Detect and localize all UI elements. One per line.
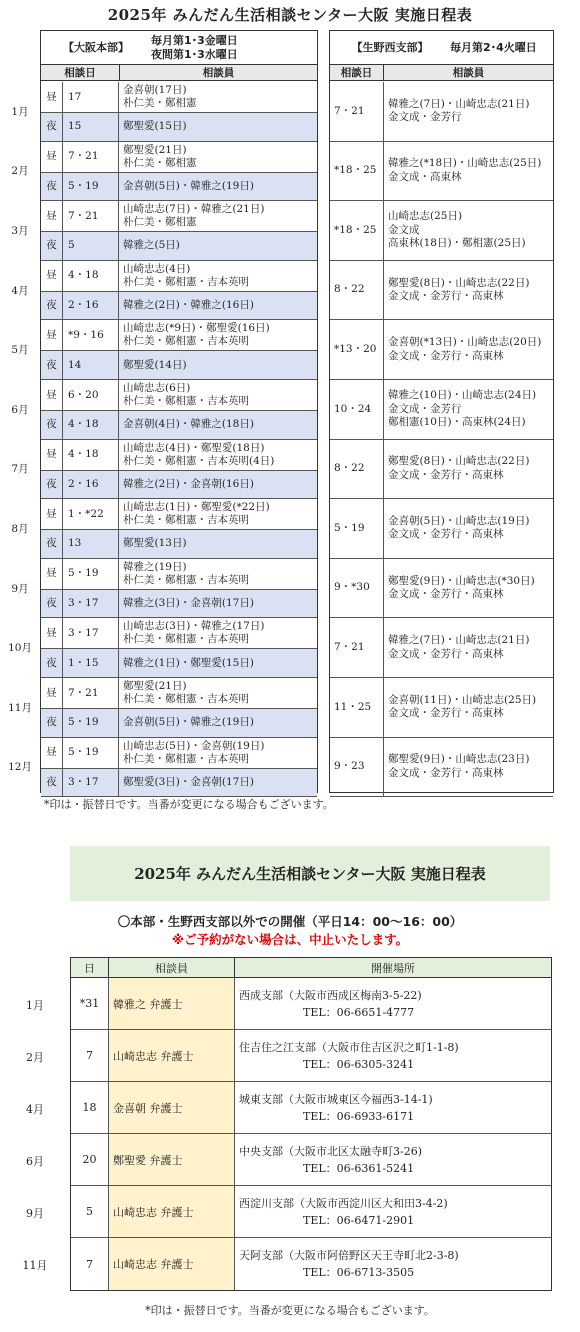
session-staff: 鄭聖愛(21日) 朴仁美・鄭相憲 [123, 143, 197, 169]
session-kind: 夜 [41, 173, 63, 201]
section2-warning: ※ご予約がない場合は、中止いたします。 [171, 932, 409, 947]
outreach-place-cell [235, 1134, 551, 1185]
ikuno-staff: 韓雅之(7日)・山崎忠志(21日) 金文成・金芳行 [388, 97, 530, 124]
session-staff: 韓雅之(5日) [123, 239, 180, 252]
session-staff: 金喜朝(5日)・韓雅之(19日) [123, 716, 254, 729]
ikuno-month-row [330, 261, 553, 321]
month-label: 3月 [11, 225, 29, 237]
ikuno-staff: 鄭聖愛(8日)・山崎忠志(22日) 金文成・金芳行・高東林 [388, 455, 530, 481]
footnote-top: *印は・振替日です。当番が変更になる場合もございます。 [44, 798, 334, 811]
session-dates: 7・21 [63, 678, 119, 708]
session-dates: *9・16 [63, 320, 119, 350]
session-kind: 昼 [41, 618, 63, 648]
outreach-tel: TEL：06-6471-2901 [303, 1213, 415, 1227]
ikuno-schedule: 毎月第2･4火曜日 [450, 40, 537, 54]
outreach-place: 西淀川支部（大阪市西淀川区大和田3-4-2) [239, 1196, 448, 1210]
ikuno-dates: 9・23 [330, 738, 384, 797]
outreach-row [71, 1082, 551, 1134]
session-staff: 韓雅之(2日)・金喜朝(16日) [123, 477, 254, 490]
session-staff: 山崎忠志(6日) 朴仁美・鄭相憲・吉本英明 [123, 382, 249, 407]
osaka-col-date: 相談日 [41, 65, 120, 80]
osaka-day-row [41, 440, 317, 471]
outreach-place-cell [235, 978, 551, 1029]
ikuno-dates: 8・22 [330, 261, 384, 320]
ikuno-month-row [330, 380, 553, 440]
session-kind: 昼 [41, 380, 63, 410]
ikuno-column-header [330, 65, 553, 81]
osaka-header [41, 31, 317, 65]
ikuno-schedule-table [329, 30, 554, 793]
month-label: 4月 [11, 284, 29, 297]
osaka-schedule-table [40, 30, 318, 793]
osaka-day-row [41, 678, 317, 709]
osaka-day-row [41, 142, 317, 173]
osaka-night-row [41, 113, 317, 142]
ikuno-month-row [330, 320, 553, 380]
ikuno-staff: 韓雅之(*18日)・山崎忠志(25日) 金文成・高東林 [388, 157, 542, 183]
session-kind: 昼 [41, 440, 63, 470]
osaka-day-row [41, 82, 317, 113]
session-kind: 昼 [41, 559, 63, 589]
session-dates: 5・19 [63, 559, 119, 589]
outreach-col-day: 日 [71, 958, 109, 977]
outreach-day: 20 [71, 1134, 109, 1185]
session-dates: 7・21 [63, 142, 119, 172]
ikuno-dates: 5・19 [330, 499, 384, 558]
ikuno-staff: 韓雅之(10日)・山崎忠志(24日) 金文成・金芳行 鄭相憲(10日)・高東林(24日) [388, 389, 537, 429]
ikuno-month-row [330, 678, 553, 738]
session-staff: 山崎忠志(*9日)・鄭聖愛(16日) 朴仁美・鄭相憲・吉本英明 [123, 322, 270, 348]
month-label: 2月 [11, 165, 29, 178]
session-kind: 夜 [41, 232, 63, 260]
osaka-night-row [41, 709, 317, 738]
outreach-staff: 山崎忠志 弁護士 [109, 1030, 235, 1081]
session-staff: 鄭聖愛(14日) [123, 358, 187, 371]
outreach-month-label: 9月 [26, 1207, 44, 1220]
osaka-night-row [41, 232, 317, 261]
ikuno-month-row [330, 618, 553, 678]
session-kind: 昼 [41, 201, 63, 231]
osaka-night-row [41, 769, 317, 798]
section2-subtitle: 〇本部・生野西支部以外での開催（平日14：00～16：00） [117, 914, 463, 929]
outreach-row [71, 1030, 551, 1082]
osaka-night-row [41, 471, 317, 500]
ikuno-month-row [330, 142, 553, 202]
outreach-day: 7 [71, 1030, 109, 1081]
session-dates: 14 [63, 351, 119, 379]
outreach-staff: 韓雅之 弁護士 [109, 978, 235, 1029]
ikuno-staff: 山崎忠志(25日) 金文成 高東林(18日)・鄭相憲(25日) [388, 210, 526, 250]
session-dates: 5・19 [63, 709, 119, 737]
ikuno-dates: 7・21 [330, 82, 384, 141]
session-dates: 15 [63, 113, 119, 141]
session-dates: 2・16 [63, 292, 119, 320]
outreach-col-staff: 相談員 [109, 958, 235, 977]
session-staff: 鄭聖愛(21日) 朴仁美・鄭相憲・吉本英明 [123, 680, 249, 705]
footnote-bottom: *印は・振替日です。当番が変更になる場合もございます。 [145, 1304, 435, 1317]
outreach-table-header [71, 958, 551, 978]
month-label: 7月 [11, 463, 29, 476]
section2-title-banner [70, 846, 550, 901]
osaka-night-row [41, 292, 317, 321]
outreach-place-cell [235, 1030, 551, 1081]
ikuno-branch-name: 【生野西支部】 [351, 40, 429, 54]
ikuno-col-staff: 相談員 [452, 67, 485, 79]
outreach-row [71, 1186, 551, 1238]
session-dates: 4・18 [63, 411, 119, 439]
ikuno-month-row [330, 82, 553, 142]
ikuno-month-row [330, 738, 553, 798]
outreach-table [70, 957, 552, 1291]
osaka-day-row [41, 201, 317, 232]
ikuno-dates: *18・25 [330, 201, 384, 260]
month-label: 11月 [8, 701, 32, 714]
session-kind: 昼 [41, 499, 63, 529]
ikuno-month-row [330, 440, 553, 500]
ikuno-staff: 鄭聖愛(8日)・山崎忠志(22日) 金文成・金芳行・高東林 [388, 276, 530, 303]
session-staff: 金喜朝(17日) 朴仁美・鄭相憲 [123, 84, 197, 109]
session-kind: 夜 [41, 411, 63, 439]
ikuno-month-row [330, 559, 553, 619]
session-dates: 13 [63, 530, 119, 558]
session-kind: 夜 [41, 530, 63, 558]
osaka-day-row [41, 738, 317, 769]
ikuno-staff: 金喜朝(11日)・山崎忠志(25日) 金文成・金芳行・高東林 [388, 693, 537, 720]
outreach-month-label: 11月 [22, 1259, 48, 1272]
outreach-place: 中央支部（大阪市北区太融寺町3-26) [239, 1144, 423, 1158]
osaka-column-header [41, 65, 317, 81]
ikuno-dates: 9・*30 [330, 559, 384, 618]
page-title: 2025年 みんだん生活相談センター大阪 実施日程表 [107, 6, 473, 24]
outreach-place-cell [235, 1186, 551, 1237]
osaka-branch-name: 【大阪本部】 [63, 40, 129, 54]
outreach-day: 7 [71, 1238, 109, 1290]
session-dates: 5 [63, 232, 119, 260]
outreach-place-cell [235, 1238, 551, 1290]
ikuno-dates: 7・21 [330, 618, 384, 677]
outreach-month-label: 1月 [26, 999, 44, 1012]
ikuno-staff: 鄭聖愛(9日)・山崎忠志(*30日) 金文成・金芳行・高東林 [388, 574, 535, 601]
session-kind: 夜 [41, 351, 63, 379]
osaka-schedule-night: 夜間第1･3水曜日 [151, 47, 238, 61]
ikuno-dates: *13・20 [330, 320, 384, 379]
session-dates: 2・16 [63, 471, 119, 499]
ikuno-staff: 鄭聖愛(9日)・山崎忠志(23日) 金文成・金芳行・高東林 [388, 753, 530, 779]
outreach-tel: TEL：06-6933-6171 [303, 1109, 415, 1123]
outreach-place-cell [235, 1082, 551, 1133]
ikuno-month-row [330, 499, 553, 559]
session-dates: 4・18 [63, 261, 119, 291]
osaka-day-row [41, 261, 317, 292]
osaka-night-row [41, 411, 317, 440]
session-staff: 山崎忠志(5日)・金喜朝(19日) 朴仁美・鄭相憲・吉本英明 [123, 739, 265, 765]
outreach-place: 城東支部（大阪市城東区今福西3-14-1) [239, 1092, 433, 1106]
outreach-month-label: 4月 [26, 1103, 44, 1116]
session-staff: 山崎忠志(4日) 朴仁美・鄭相憲・吉本英明 [123, 262, 249, 288]
session-kind: 夜 [41, 113, 63, 141]
outreach-row [71, 1238, 551, 1290]
session-staff: 山崎忠志(3日)・韓雅之(17日) 朴仁美・鄭相憲・吉本英明 [123, 620, 265, 646]
session-dates: 3・17 [63, 618, 119, 648]
outreach-place: 住吉住之江支部（大阪市住吉区沢之町1-1-8) [239, 1040, 459, 1054]
session-dates: 5・19 [63, 738, 119, 768]
session-kind: 昼 [41, 320, 63, 350]
osaka-day-row [41, 559, 317, 590]
outreach-col-place: 開催場所 [371, 961, 415, 975]
session-kind: 夜 [41, 649, 63, 677]
outreach-day: 5 [71, 1186, 109, 1237]
session-staff: 山崎忠志(4日)・鄭聖愛(18日) 朴仁美・鄭相憲・吉本英明(4日) [123, 441, 275, 467]
ikuno-dates: 11・25 [330, 678, 384, 737]
outreach-day: 18 [71, 1082, 109, 1133]
osaka-night-row [41, 530, 317, 559]
ikuno-staff: 韓雅之(7日)・山崎忠志(21日) 金文成・金芳行・高東林 [388, 634, 530, 660]
ikuno-dates: *18・25 [330, 142, 384, 201]
month-label: 10月 [8, 642, 32, 655]
osaka-night-row [41, 173, 317, 202]
session-dates: 5・19 [63, 173, 119, 201]
osaka-night-row [41, 649, 317, 678]
outreach-staff: 山崎忠志 弁護士 [109, 1186, 235, 1237]
session-kind: 昼 [41, 82, 63, 112]
session-kind: 昼 [41, 738, 63, 768]
session-kind: 夜 [41, 292, 63, 320]
session-kind: 昼 [41, 261, 63, 291]
outreach-month-label: 2月 [26, 1051, 44, 1064]
session-staff: 山崎忠志(7日)・韓雅之(21日) 朴仁美・鄭相憲 [123, 203, 265, 229]
osaka-col-staff: 相談員 [202, 67, 235, 79]
session-kind: 夜 [41, 471, 63, 499]
month-label: 1月 [11, 105, 29, 118]
outreach-staff: 鄭聖愛 弁護士 [109, 1134, 235, 1185]
outreach-row [71, 1134, 551, 1186]
session-staff: 韓雅之(3日)・金喜朝(17日) [123, 597, 254, 610]
outreach-tel: TEL：06-6361-5241 [303, 1161, 415, 1175]
osaka-night-row [41, 590, 317, 619]
session-dates: 1・*22 [63, 499, 119, 529]
osaka-day-row [41, 499, 317, 530]
ikuno-staff: 金喜朝(*13日)・山崎忠志(20日) 金文成・金芳行・高東林 [388, 336, 542, 362]
outreach-row [71, 978, 551, 1030]
session-staff: 韓雅之(1日)・鄭聖愛(15日) [123, 656, 254, 669]
session-dates: 4・18 [63, 440, 119, 470]
session-dates: 1・15 [63, 649, 119, 677]
session-staff: 韓雅之(2日)・韓雅之(16日) [123, 299, 254, 312]
outreach-tel: TEL：06-6305-3241 [303, 1057, 415, 1071]
outreach-staff: 山崎忠志 弁護士 [109, 1238, 235, 1290]
ikuno-staff: 金喜朝(5日)・山崎忠志(19日) 金文成・金芳行・高東林 [388, 514, 530, 541]
month-label: 8月 [11, 523, 29, 535]
outreach-tel: TEL：06-6651-4777 [303, 1005, 415, 1019]
ikuno-col-date: 相談日 [330, 65, 384, 80]
month-label: 6月 [11, 403, 29, 416]
outreach-place: 天阿支部（大阪市阿倍野区天王寺町北2-3-8) [239, 1249, 459, 1262]
session-staff: 金喜朝(5日)・韓雅之(19日) [123, 179, 254, 192]
month-label: 12月 [8, 761, 32, 774]
session-staff: 鄭聖愛(15日) [123, 120, 187, 133]
ikuno-dates: 10・24 [330, 380, 384, 439]
osaka-day-row [41, 380, 317, 411]
session-dates: 3・17 [63, 769, 119, 797]
session-kind: 昼 [41, 678, 63, 708]
outreach-tel: TEL：06-6713-3505 [303, 1266, 415, 1279]
session-staff: 鄭聖愛(3日)・金喜朝(17日) [123, 775, 254, 788]
ikuno-dates: 8・22 [330, 440, 384, 499]
month-label: 5月 [11, 344, 29, 357]
osaka-day-row [41, 618, 317, 649]
session-dates: 17 [63, 82, 119, 112]
outreach-month-label: 6月 [26, 1155, 44, 1168]
session-staff: 韓雅之(19日) 朴仁美・鄭相憲・吉本英明 [123, 560, 249, 586]
session-dates: 6・20 [63, 380, 119, 410]
session-dates: 3・17 [63, 590, 119, 618]
session-kind: 昼 [41, 142, 63, 172]
session-staff: 鄭聖愛(13日) [123, 537, 187, 550]
session-kind: 夜 [41, 590, 63, 618]
ikuno-month-row [330, 201, 553, 261]
session-kind: 夜 [41, 769, 63, 797]
outreach-place: 西成支部（大阪市西成区梅南3-5-22) [239, 988, 422, 1002]
section2-title: 2025年 みんだん生活相談センター大阪 実施日程表 [134, 865, 486, 883]
osaka-day-row [41, 320, 317, 351]
session-dates: 7・21 [63, 201, 119, 231]
session-kind: 夜 [41, 709, 63, 737]
outreach-day: *31 [71, 978, 109, 1029]
ikuno-header [330, 31, 553, 65]
outreach-staff: 金喜朝 弁護士 [109, 1082, 235, 1133]
month-label: 9月 [11, 582, 29, 595]
osaka-night-row [41, 351, 317, 380]
session-staff: 金喜朝(4日)・韓雅之(18日) [123, 418, 254, 431]
session-staff: 山崎忠志(1日)・鄭聖愛(*22日) 朴仁美・鄭相憲・吉本英明 [123, 501, 270, 527]
osaka-schedule-day: 毎月第1･3金曜日 [151, 33, 238, 47]
outreach-rows [71, 978, 551, 1290]
